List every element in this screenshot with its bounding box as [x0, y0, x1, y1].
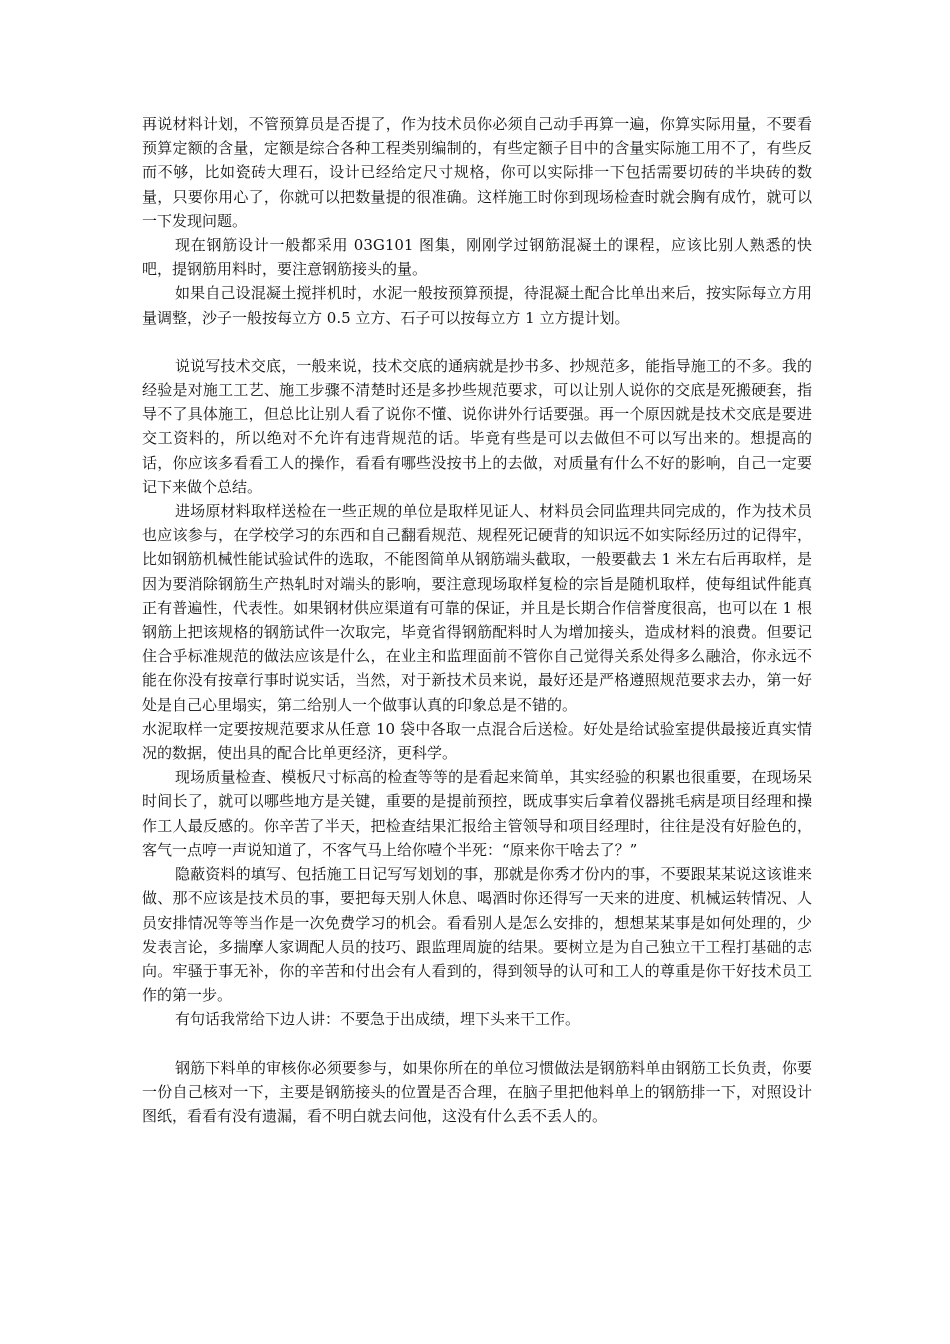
paragraph-material-sampling: 进场原材料取样送检在一些正规的单位是取样见证人、材料员会同监理共同完成的，作为技术员也应该参与，在学校学习的东西和自己翻看规范、规程死记硬背的知识远不如实际经历过的记得牢，比如钢筋机械性能试验试件的选取，不能图简单从钢筋端头截取，一般要截去 1 米左右后再取样，是因为要消除钢筋生产热轧时对端头的影响，要注意现场取样复检的宗旨是随机取样，使每组试件能真正有普遍性，代表性。如果钢材供应渠道有可靠的保证，并且是长期合作信誉度很高，也可以在 1 根钢筋上把该规格的钢筋试件一次取完，毕竟省得钢筋配料时人为增加接头，造成材料的浪费。但要记住合乎标准规范的做法应该是什么，在业主和监理面前不管你自己觉得关系处得多么融洽，你永远不能在你没有按章行事时说实话，当然，对于新技术员来说，最好还是严格遵照规范要求去办，第一好处是自己心里塌实，第二给别人一个做事认真的印象总是不错的。 [142, 502, 812, 714]
paragraph-gap [142, 1032, 812, 1056]
paragraph-concrete-mixer: 如果自己设混凝土搅拌机时，水泥一般按预算预提，待混凝土配合比单出来后，按实际每立方用量调整，沙子一般按每立方 0.5 立方、石子可以按每立方 1 立方提计划。 [142, 284, 812, 327]
document-body [142, 112, 812, 1128]
paragraph-quality-inspection: 现场质量检查、模板尺寸标高的检查等等的是看起来简单，其实经验的积累也很重要，在现场呆时间长了，就可以哪些地方是关键，重要的是提前预控，既成事实后拿着仪器挑毛病是项目经理和操作工人最反感的。你辛苦了半天，把检查结果汇报给主管领导和项目经理时，往往是没有好脸色的，客气一点哼一声说知道了，不客气马上给你噎个半死：“原来你干啥去了？” [142, 768, 812, 859]
paragraph-rebar-design: 现在钢筋设计一般都采用 03G101 图集，刚刚学过钢筋混凝土的课程，应该比别人熟悉的快吧，提钢筋用料时，要注意钢筋接头的量。 [142, 236, 812, 279]
paragraph-cement-sampling: 水泥取样一定要按规范要求从任意 10 袋中各取一点混合后送检。好处是给试验室提供最接近真实情况的数据，使出具的配合比单更经济，更科学。 [142, 719, 812, 763]
paragraph-gap [142, 330, 812, 354]
paragraph-technical-briefing: 说说写技术交底，一般来说，技术交底的通病就是抄书多、抄规范多，能指导施工的不多。我的经验是对施工工艺、施工步骤不清楚时还是多抄些规范要求，可以让别人说你的交底是死搬硬套，指导不了具体施工，但总比让别人看了说你不懂、说你讲外行话要强。再一个原因就是技术交底是要进交工资料的，所以绝对不允许有违背规范的话。毕竟有些是可以去做但不可以写出来的。想提高的话，你应该多看看工人的操作，看看有哪些没按书上的去做，对质量有什么不好的影响，自己一定要记下来做个总结。 [142, 356, 812, 496]
paragraph-saying: 有句话我常给下边人讲：不要急于出成绩，埋下头来干工作。 [175, 1010, 581, 1029]
paragraph-rebar-cutting-list: 钢筋下料单的审核你必须要参与，如果你所在的单位习惯做法是钢筋料单由钢筋工长负责，你要一份自己核对一下，主要是钢筋接头的位置是否合理，在脑子里把他料单上的钢筋排一下，对照设计图纸，看看有没有遗漏，看不明白就去问他，这没有什么丢不丢人的。 [142, 1058, 812, 1125]
paragraph-concealed-records: 隐蔽资料的填写、包括施工日记写写划划的事，那就是你秀才份内的事，不要跟某某说这该谁来做、那不应该是技术员的事，要把每天别人休息、喝酒时你还得写一天来的进度、机械运转情况、人员安排情况等等当作是一次免费学习的机会。看看别人是怎么安排的，想想某某事是如何处理的，少发表言论，多揣摩人家调配人员的技巧、跟监理周旋的结果。要树立是为自己独立干工程打基础的志向。牢骚于事无补，你的辛苦和付出会有人看到的，得到领导的认可和工人的尊重是你干好技术员工作的第一步。 [142, 865, 812, 1005]
paragraph-material-plan: 再说材料计划，不管预算员是否提了，作为技术员你必须自己动手再算一遍，你算实际用量，不要看预算定额的含量，定额是综合各种工程类别编制的，有些定额子目中的含量实际施工用不了，有些反而不够，比如瓷砖大理石，设计已经给定尺寸规格，你可以实际排一下包括需要切砖的半块砖的数量，只要你用心了，你就可以把数量提的很准确。这样施工时你到现场检查时就会胸有成竹，就可以一下发现问题。 [142, 115, 812, 230]
